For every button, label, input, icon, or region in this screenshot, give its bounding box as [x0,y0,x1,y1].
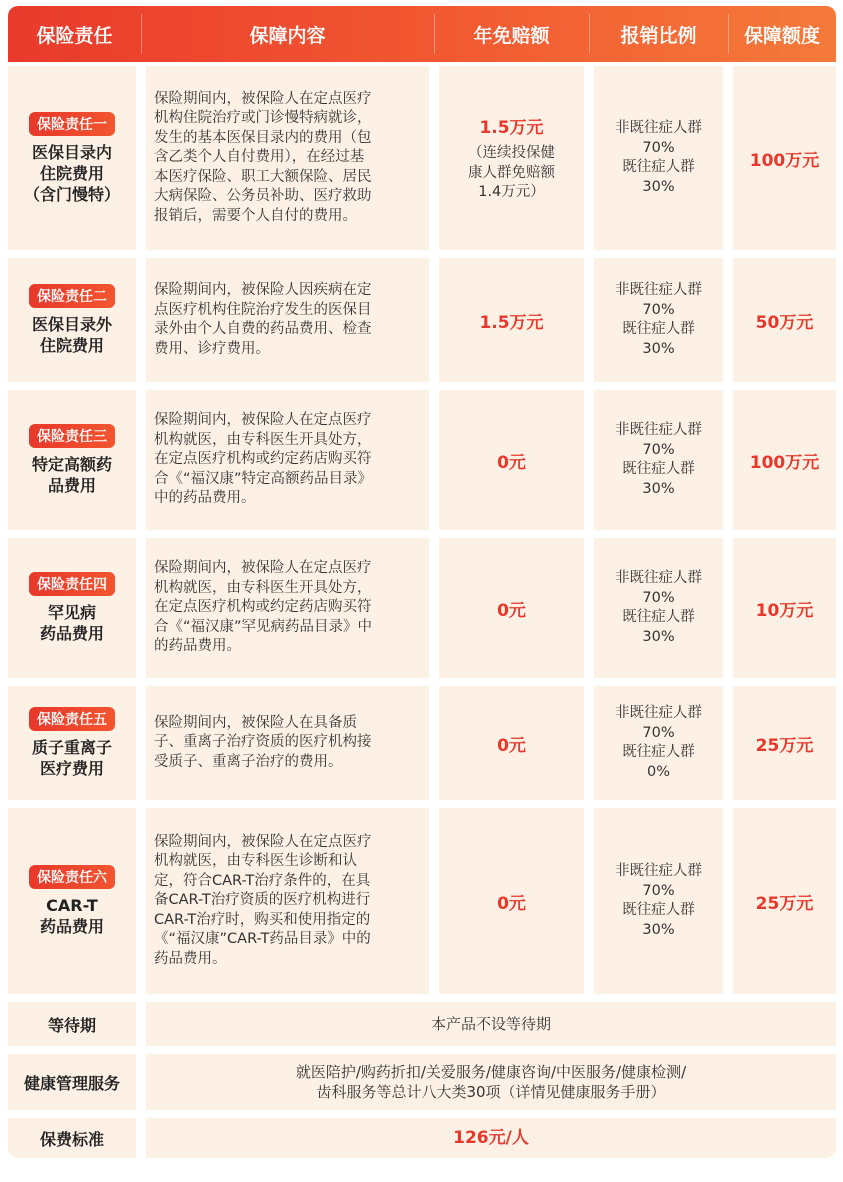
amount-cell [733,66,836,250]
deductible-value: 1.5万元 [479,118,544,139]
reimbursement-ratio: 非既往症人群 70% 既往症人群 30% [615,863,702,938]
reimbursement-ratio: 非既往症人群 70% 既往症人群 30% [615,282,702,357]
responsibility-badge: 保险责任五 [29,707,115,731]
coverage-amount: 25万元 [755,893,814,914]
coverage-amount: 100万元 [749,150,820,171]
deductible-cell [439,258,584,382]
responsibility-name: 罕见病 药品费用 [39,603,104,643]
amount-cell [733,258,836,382]
ratio-cell [594,66,723,250]
amount-cell [733,808,836,994]
coverage-content: 保险期间内，被保险人因疾病在定 点医疗机构住院治疗发生的医保目 录外由个人自费的药品费用、检查 费用、诊疗费用。 [154,282,372,357]
waiting-period-label: 等待期 [8,1002,136,1046]
responsibility-badge: 保险责任四 [29,572,115,596]
deductible-value: 0元 [497,600,526,621]
responsibility-name: 特定高额药 品费用 [31,455,112,495]
responsibility-badge: 保险责任一 [29,112,115,136]
deductible-cell [439,686,584,800]
responsibility-cell [8,538,136,678]
content-cell [146,808,429,994]
responsibility-badge: 保险责任六 [29,865,115,889]
table-header [8,6,836,62]
waiting-period-value: 本产品不设等待期 [146,1002,836,1046]
coverage-content: 保险期间内，被保险人在定点医疗 机构住院治疗或门诊慢特病就诊， 发生的基本医保目录内的费用（包 含乙类个人自付费用），在经过基 本医疗保险、职工大额保险、居民 大病保险、公务员补助、医疗救助 报销后，需要个人自付的费用。 [154,90,372,224]
premium-value: 126元/人 [146,1118,836,1158]
content-cell [146,686,429,800]
deductible-note: （连续投保健 康人群免赔额 1.4万元） [468,145,555,201]
responsibility-badge: 保险责任二 [29,284,115,308]
header-amount: 保障额度 [743,24,820,47]
responsibility-name: CAR-T 药品费用 [39,896,104,936]
health-service-label: 健康管理服务 [8,1054,136,1110]
reimbursement-ratio: 非既往症人群 70% 既往症人群 0% [615,705,702,780]
coverage-content: 保险期间内，被保险人在定点医疗 机构就医，由专科医生开具处方， 在定点医疗机构或约定药店购买符 合《“福汉康”罕见病药品目录》中 的药品费用。 [154,560,373,655]
responsibility-cell [8,686,136,800]
responsibility-name: 医保目录内 住院费用 （含门慢特） [23,142,120,204]
reimbursement-ratio: 非既往症人群 70% 既往症人群 30% [615,120,702,195]
content-cell [146,66,429,250]
coverage-amount: 25万元 [755,735,814,756]
header-deductible: 年免赔额 [473,24,550,47]
header-ratio: 报销比例 [620,24,697,47]
responsibility-cell [8,66,136,250]
reimbursement-ratio: 非既往症人群 70% 既往症人群 30% [615,570,702,645]
ratio-cell [594,258,723,382]
deductible-value: 1.5万元 [479,312,544,333]
coverage-amount: 100万元 [749,452,820,473]
responsibility-cell [8,808,136,994]
reimbursement-ratio: 非既往症人群 70% 既往症人群 30% [615,422,702,497]
responsibility-name: 质子重离子 医疗费用 [31,738,112,778]
content-cell [146,538,429,678]
amount-cell [733,686,836,800]
deductible-cell [439,538,584,678]
coverage-content: 保险期间内，被保险人在定点医疗 机构就医，由专科医生开具处方， 在定点医疗机构或约定药店购买符 合《“福汉康”特定高额药品目录》 中的药品费用。 [154,412,373,507]
responsibility-badge: 保险责任三 [29,424,115,448]
responsibility-cell [8,390,136,530]
ratio-cell [594,686,723,800]
deductible-value: 0元 [497,735,526,756]
amount-cell [733,390,836,530]
deductible-value: 0元 [497,452,526,473]
deductible-cell [439,808,584,994]
deductible-cell [439,390,584,530]
content-cell [146,258,429,382]
coverage-content: 保险期间内，被保险人在具备质 子、重离子治疗资质的医疗机构接 受质子、重离子治疗的费用。 [154,714,372,770]
coverage-amount: 50万元 [755,312,814,333]
header-responsibility: 保险责任 [36,24,113,47]
responsibility-cell [8,258,136,382]
premium-label: 保费标准 [8,1118,136,1158]
deductible-value: 0元 [497,893,526,914]
coverage-amount: 10万元 [755,600,814,621]
ratio-cell [594,390,723,530]
ratio-cell [594,808,723,994]
ratio-cell [594,538,723,678]
amount-cell [733,538,836,678]
header-content: 保障内容 [249,24,326,47]
health-service-value: 就医陪护/购药折扣/关爱服务/健康咨询/中医服务/健康检测/ 齿科服务等总计八大类30项（详情见健康服务手册） [146,1054,836,1110]
content-cell [146,390,429,530]
coverage-content: 保险期间内，被保险人在定点医疗 机构就医，由专科医生诊断和认 定，符合CAR-T治疗条件的，在具 备CAR-T治疗资质的医疗机构进行 CAR-T治疗时，购买和使用指定的 《“福汉康”CAR-T药品目录》中的 药品费用。 [154,833,372,967]
deductible-cell [439,66,584,250]
responsibility-name: 医保目录外 住院费用 [31,315,112,355]
